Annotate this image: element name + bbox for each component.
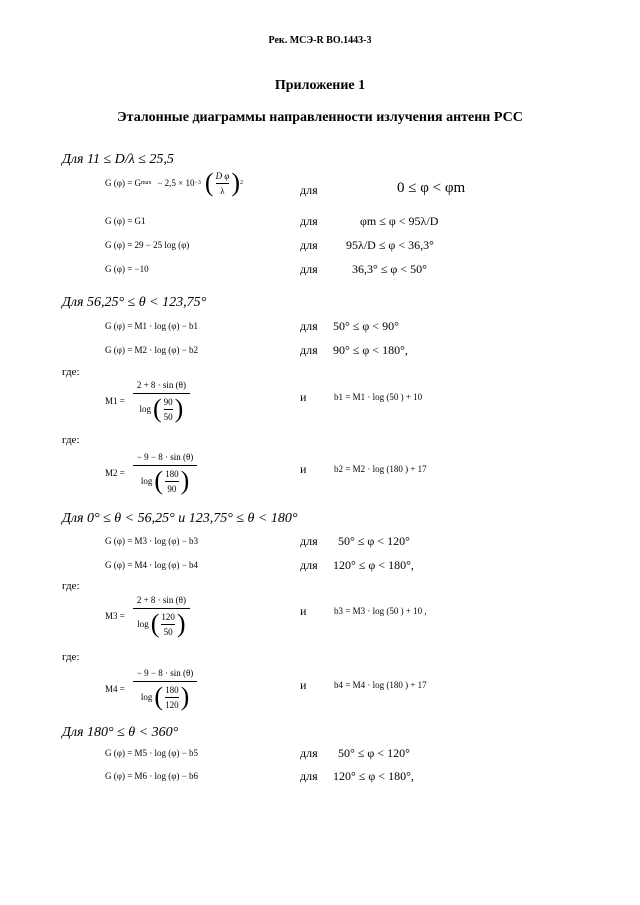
m4-fraction xyxy=(133,668,197,710)
cond-label: для xyxy=(300,343,318,357)
paren-open: ( xyxy=(204,168,214,197)
cond-range: 95λ/D ≤ φ < 36,3° xyxy=(346,238,434,252)
m1-lhs: M1 = xyxy=(105,396,125,406)
dphi-num: D φ xyxy=(215,170,230,181)
cond-label: для xyxy=(300,238,318,252)
cond-range: 50° ≤ φ < 90° xyxy=(333,319,399,333)
formula-row: G (φ) = M3 · log (φ) − b3 xyxy=(105,536,199,546)
cond-range: 120° ≤ φ < 180°, xyxy=(333,558,414,572)
formula-gmax-lhs: G (φ) = G xyxy=(105,178,142,188)
m2-denominator xyxy=(141,466,189,494)
formula-gmax-sub: max xyxy=(141,180,152,186)
m3-denominator xyxy=(137,609,185,637)
log-label: log xyxy=(139,404,151,414)
where-label: где: xyxy=(62,366,80,378)
m1-fraction xyxy=(133,380,190,422)
cond-range: 90° ≤ φ < 180°, xyxy=(333,343,408,357)
and-label: и xyxy=(300,390,307,404)
cond-label: для xyxy=(300,534,318,548)
log-label: log xyxy=(137,619,149,629)
cond-label: для xyxy=(300,183,318,197)
paren-open: ( xyxy=(150,609,160,638)
where-label: где: xyxy=(62,580,80,592)
m3-numerator: 2 + 8 · sin (θ) xyxy=(136,595,186,605)
fraction-bar xyxy=(161,624,175,625)
dphi-fraction xyxy=(216,171,230,196)
formula-gmax-power: 2 xyxy=(239,180,243,186)
m4-denominator xyxy=(141,682,189,710)
m4-numerator: − 9 − 8 · sin (θ) xyxy=(136,668,194,678)
ratio-den: 50 xyxy=(163,411,173,422)
formula-row: G (φ) = M5 · log (φ) − b5 xyxy=(105,748,199,758)
paren-close: ) xyxy=(180,466,190,495)
running-header: Рек. МСЭ-R ВО.1443-3 xyxy=(268,35,372,46)
log-label: log xyxy=(140,476,153,486)
paren-open: ( xyxy=(152,394,162,423)
fraction-bar xyxy=(164,409,173,410)
cond-label: для xyxy=(300,319,318,333)
section-title-2: Для 56,25° ≤ θ < 123,75° xyxy=(62,295,207,310)
cond-label: для xyxy=(300,558,318,572)
ratio-fraction xyxy=(161,612,175,637)
section-title-1: Для 11 ≤ D/λ ≤ 25,5 xyxy=(62,152,174,167)
section-title-3: Для 0° ≤ θ < 56,25° и 123,75° ≤ θ < 180° xyxy=(62,511,298,526)
cond-label: для xyxy=(300,214,318,228)
formula-gmax-exp: −3 xyxy=(194,180,201,186)
fraction-bar xyxy=(165,481,179,482)
formula-row: G (φ) = M4 · log (φ) − b4 xyxy=(105,560,199,570)
ratio-num: 120 xyxy=(161,611,175,622)
formula-row: G (φ) = G1 xyxy=(105,216,146,226)
ratio-num: 180 xyxy=(165,468,179,479)
fraction-bar xyxy=(165,697,179,698)
paren-close: ) xyxy=(174,394,184,423)
cond-label: для xyxy=(300,262,318,276)
and-label: и xyxy=(300,604,307,618)
cond-range: 120° ≤ φ < 180°, xyxy=(333,769,414,783)
dphi-den: λ xyxy=(220,185,225,196)
ratio-num: 90 xyxy=(163,396,173,407)
where-label: где: xyxy=(62,651,80,663)
where-label: где: xyxy=(62,434,80,446)
m3-lhs: M3 = xyxy=(105,611,125,621)
fraction-bar xyxy=(216,183,230,184)
formula-gmax xyxy=(105,170,243,196)
ratio-den: 90 xyxy=(167,483,177,494)
formula-row: G (φ) = M6 · log (φ) − b6 xyxy=(105,771,199,781)
paren-close: ) xyxy=(176,609,186,638)
ratio-num: 180 xyxy=(165,684,179,695)
formula-row: G (φ) = M2 · log (φ) − b2 xyxy=(105,345,199,355)
section-title-4: Для 180° ≤ θ < 360° xyxy=(62,725,179,740)
m1-denominator xyxy=(139,394,183,422)
ratio-den: 120 xyxy=(165,699,179,710)
b1-definition: b1 = M1 · log (50 ) + 10 xyxy=(334,392,423,402)
annex-heading: Приложение 1 xyxy=(274,78,366,93)
page-title: Эталонные диаграммы направленности излучения антенн РСС xyxy=(117,110,523,125)
paren-open: ( xyxy=(154,682,164,711)
ratio-fraction xyxy=(165,469,179,494)
m2-fraction xyxy=(133,452,197,494)
m1-definition xyxy=(105,380,190,422)
cond-range: 36,3° ≤ φ < 50° xyxy=(352,262,427,276)
m2-definition xyxy=(105,452,197,494)
m3-fraction xyxy=(133,595,190,637)
formula-gmax-mid: − 2,5 × 10 xyxy=(157,178,195,188)
m3-definition xyxy=(105,595,190,637)
cond-range: 50° ≤ φ < 120° xyxy=(338,746,410,760)
ratio-fraction xyxy=(164,397,173,422)
cond-label: для xyxy=(300,769,318,783)
cond-range: 50° ≤ φ < 120° xyxy=(338,534,410,548)
cond-range: 0 ≤ φ < φm xyxy=(397,180,466,196)
and-label: и xyxy=(300,462,307,476)
formula-row: G (φ) = 29 − 25 log (φ) xyxy=(105,240,190,250)
m4-lhs: M4 = xyxy=(105,684,125,694)
b4-definition: b4 = M4 · log (180 ) + 17 xyxy=(334,680,427,690)
cond-range: φm ≤ φ < 95λ/D xyxy=(360,214,439,228)
ratio-den: 50 xyxy=(163,626,173,637)
formula-row: G (φ) = −10 xyxy=(105,264,149,274)
m2-numerator: − 9 − 8 · sin (θ) xyxy=(136,452,194,462)
formula-row: G (φ) = M1 · log (φ) − b1 xyxy=(105,321,199,331)
m1-numerator: 2 + 8 · sin (θ) xyxy=(136,380,186,390)
log-label: log xyxy=(140,692,153,702)
and-label: и xyxy=(300,678,307,692)
cond-label: для xyxy=(300,746,318,760)
paren-close: ) xyxy=(231,168,240,197)
m4-definition xyxy=(105,668,197,710)
b3-definition: b3 = M3 · log (50 ) + 10 , xyxy=(334,606,427,616)
paren-close: ) xyxy=(180,682,190,711)
b2-definition: b2 = M2 · log (180 ) + 17 xyxy=(334,464,427,474)
ratio-fraction xyxy=(165,685,179,710)
paren-open: ( xyxy=(154,466,164,495)
m2-lhs: M2 = xyxy=(105,468,125,478)
